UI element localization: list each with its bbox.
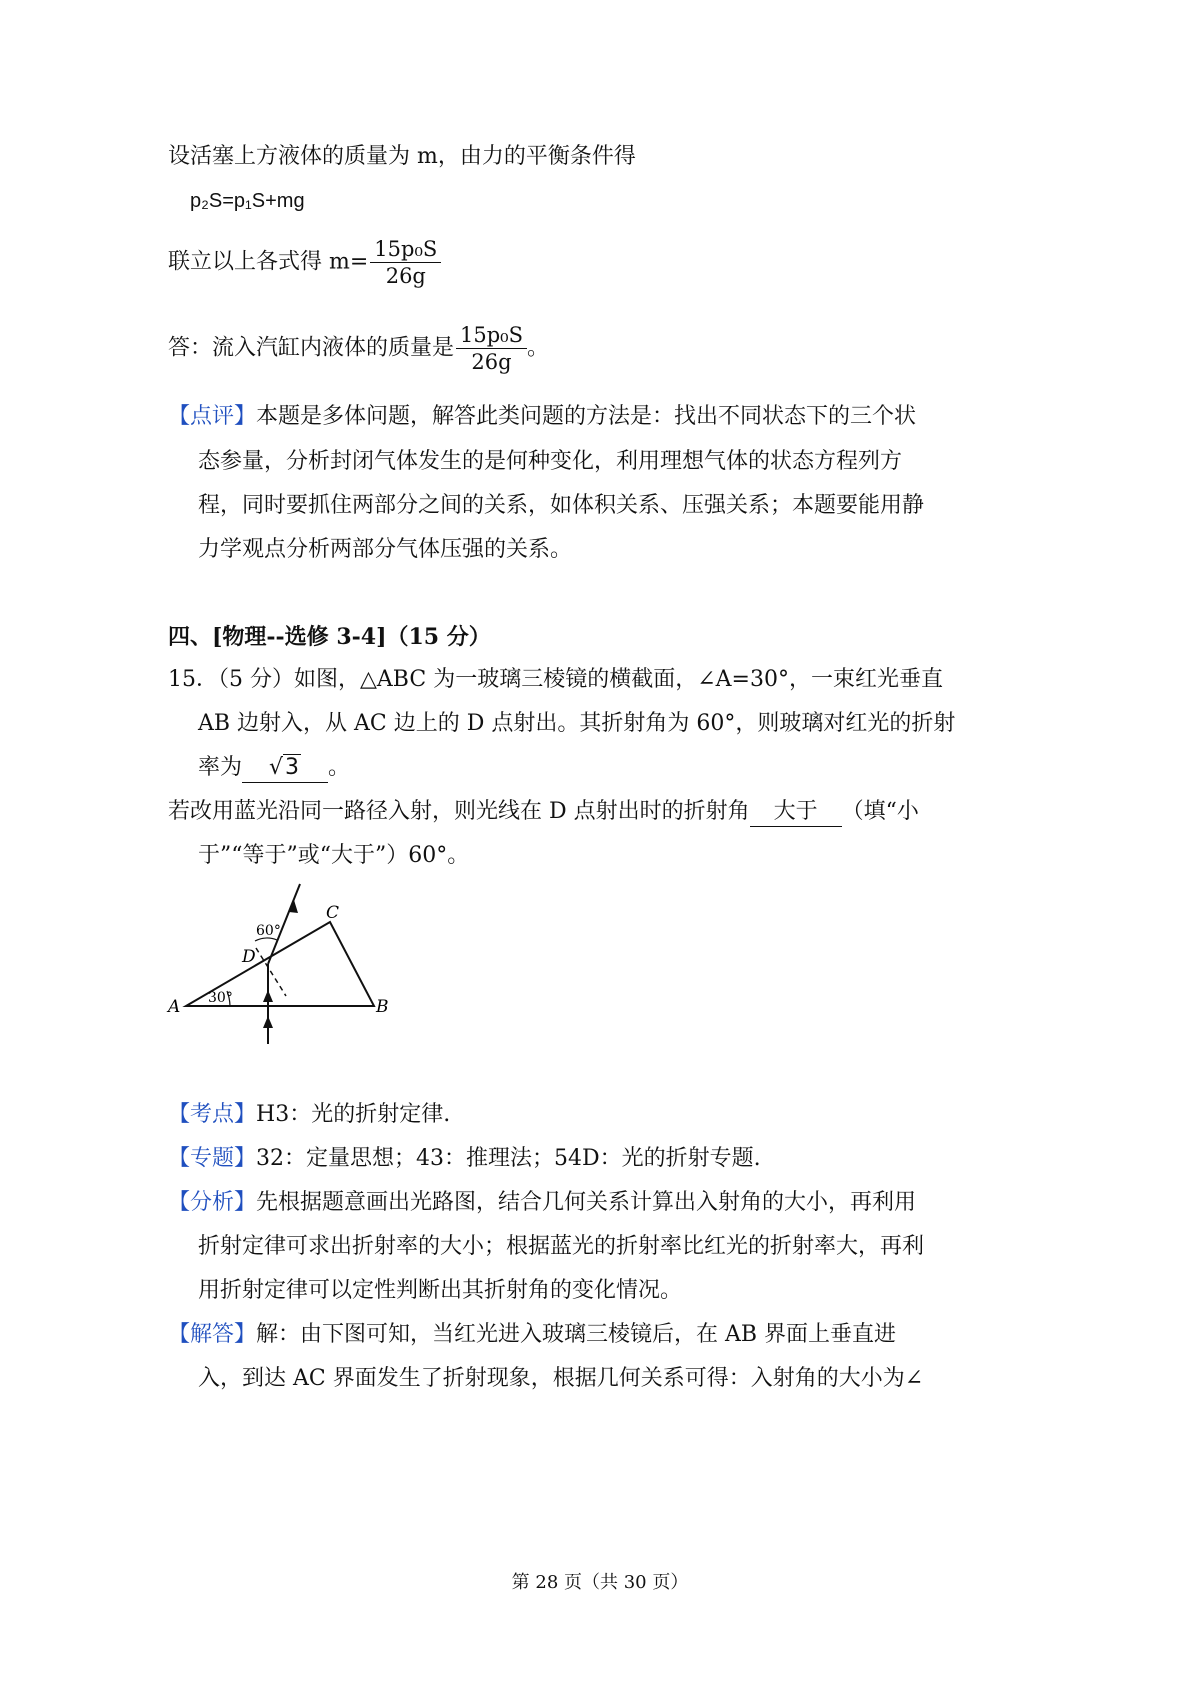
jieda-line-2: 入，到达 AC 界面发生了折射现象，根据几何关系可得：入射角的大小为∠ — [198, 1366, 924, 1391]
comment-line-2: 态参量，分析封闭气体发生的是何种变化，利用理想气体的状态方程列方 — [198, 449, 903, 474]
question-line-1: 15．（5 分）如图，△ABC 为一玻璃三棱镜的横截面，∠A=30°，一束红光垂直 — [168, 667, 943, 692]
fraction-denominator-answer: 26g — [471, 350, 512, 374]
page-footer: 第 28 页（共 30 页） — [511, 1572, 689, 1593]
arrow-upper — [263, 990, 273, 1002]
answer-suffix: 。 — [527, 335, 550, 361]
section-title: 四、[物理--选修 3-4]（15 分） — [168, 624, 491, 650]
prism-diagram — [160, 878, 420, 1048]
question-line-3: 率为 √3 。 — [198, 753, 350, 783]
comment-line-3: 程，同时要抓住两部分之间的关系，如体积关系、压强关系；本题要能用静 — [198, 493, 925, 518]
question-line-4: 若改用蓝光沿同一路径入射，则光线在 D 点射出时的折射角 大于 （填“小 — [168, 797, 919, 827]
comment-line-4: 力学观点分析两部分气体压强的关系。 — [198, 537, 573, 562]
question-line-2: AB 边射入，从 AC 边上的 D 点射出。其折射角为 60°，则玻璃对红光的折射 — [198, 711, 956, 736]
combined-prefix: 联立以上各式得 m= — [168, 249, 369, 275]
zhuanti-line: 【专题】32：定量思想；43：推理法；54D：光的折射专题. — [168, 1146, 761, 1171]
fenxi-line-2: 折射定律可求出折射率的大小；根据蓝光的折射率比红光的折射率大，再利 — [198, 1234, 925, 1259]
text-line-mass: 设活塞上方液体的质量为 m，由力的平衡条件得 — [168, 144, 636, 169]
fraction-mass-answer — [456, 322, 527, 375]
label-a: A — [168, 997, 181, 1017]
fenxi-line-1: 【分析】先根据题意画出光路图，结合几何关系计算出入射角的大小，再利用 — [168, 1190, 917, 1215]
arrow-lower — [263, 1016, 273, 1028]
label-c: C — [326, 903, 340, 923]
question-line-5: 于”“等于”或“大于”）60°。 — [198, 843, 470, 868]
sqrt-answer: √3 — [269, 755, 300, 780]
equation-pressure-balance: p₂S=p₁S+mg — [190, 190, 305, 212]
label-d: D — [242, 947, 256, 967]
fenxi-line-3: 用折射定律可以定性判断出其折射角的变化情况。 — [198, 1278, 683, 1303]
text-line-answer — [168, 322, 549, 382]
kaodian-line: 【考点】H3：光的折射定律. — [168, 1102, 451, 1127]
comment-line-1: 【点评】本题是多体问题，解答此类问题的方法是：找出不同状态下的三个状 — [168, 404, 917, 429]
label-angle-a: 30° — [208, 990, 233, 1006]
fraction-denominator: 26g — [385, 264, 426, 288]
fraction-numerator: 15p₀S — [370, 236, 441, 263]
answer-prefix: 答：流入汽缸内液体的质量是 — [168, 335, 455, 361]
answer-blank-1 — [242, 754, 328, 783]
jieda-tag: 【解答】 — [168, 1322, 257, 1347]
fenxi-tag: 【分析】 — [168, 1190, 257, 1215]
text-line-combined — [168, 236, 441, 296]
zhuanti-tag: 【专题】 — [168, 1146, 257, 1171]
jieda-line-1: 【解答】解：由下图可知，当红光进入玻璃三棱镜后，在 AB 界面上垂直进 — [168, 1322, 897, 1347]
fraction-numerator-answer: 15p₀S — [456, 322, 527, 349]
fraction-mass — [370, 236, 441, 289]
answer-blank-2: 大于 — [750, 798, 842, 827]
label-b: B — [376, 997, 389, 1017]
kaodian-tag: 【考点】 — [168, 1102, 257, 1127]
comment-tag: 【点评】 — [168, 404, 257, 429]
label-angle-d: 60° — [256, 923, 281, 939]
